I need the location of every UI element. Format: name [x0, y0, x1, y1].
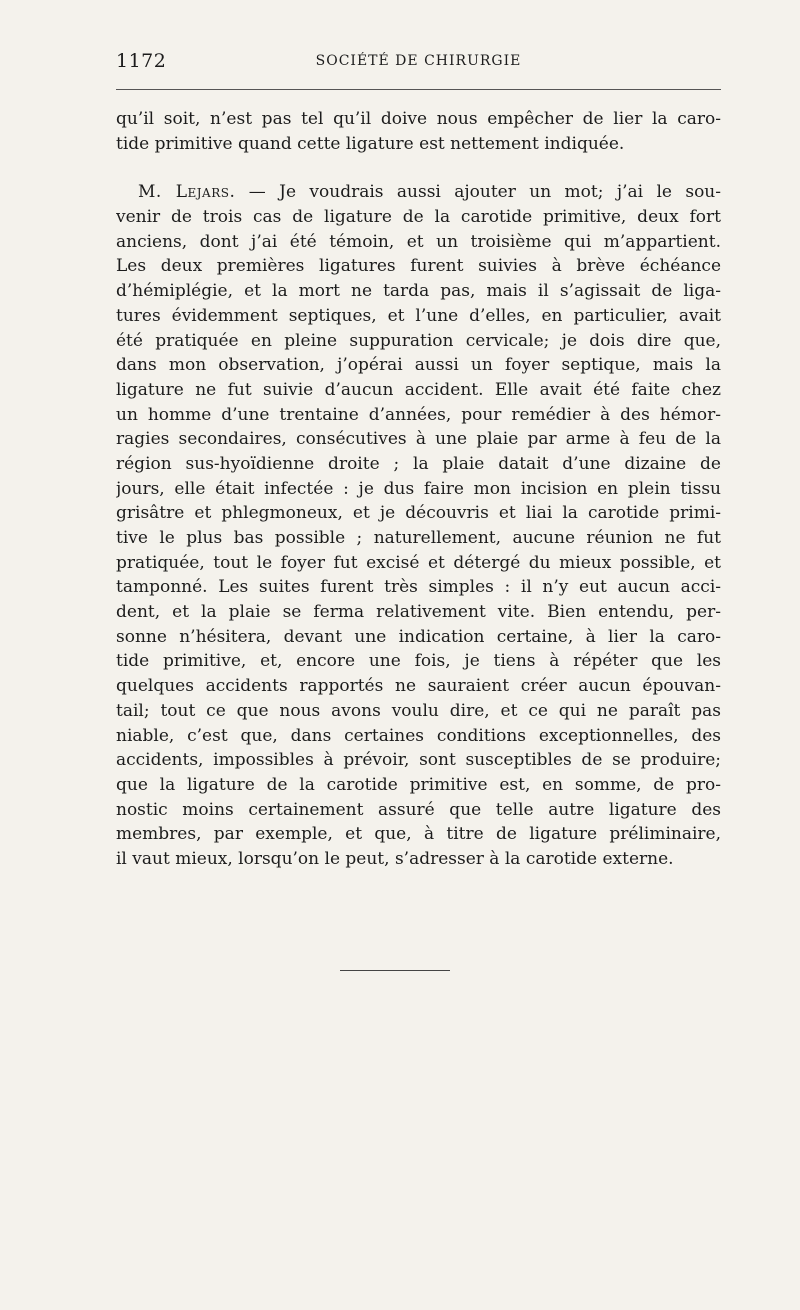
first-line-text: — Je voudrais aussi ajouter un mot; j’ai le sou- [235, 182, 721, 203]
text-line: pratiquée, tout le foyer fut excisé et détergé du mieux possible, et [116, 552, 721, 573]
text-line: sonne n’hésitera, devant une indication certaine, à lier la caro- [116, 626, 721, 647]
text-line: il vaut mieux, lorsqu’on le peut, s’adresser à la carotide externe. [116, 848, 674, 869]
page-number: 1172 [116, 50, 167, 72]
text-line: un homme d’une trentaine d’années, pour remédier à des hémor- [116, 404, 721, 425]
text-line: dent, et la plaie se ferma relativement vite. Bien entendu, per- [116, 602, 721, 623]
text-line: accidents, impossibles à prévoir, sont susceptibles de se produire; [116, 750, 721, 771]
text-line: tamponné. Les suites furent très simples : il n’y eut aucun acci- [116, 577, 721, 598]
text-line: membres, par exemple, et que, à titre de ligature préliminaire, [116, 824, 721, 845]
speaker-name: M. Lejars. [138, 182, 236, 203]
text-line: ragies secondaires, consécutives à une plaie par arme à feu de la [116, 429, 721, 450]
text-line: nostic moins certainement assuré que telle autre ligature des [116, 799, 721, 820]
text-line: tide primitive quand cette ligature est nettement indiquée. [116, 133, 625, 154]
text-line: anciens, dont j’ai été témoin, et un troisième qui m’appartient. [116, 231, 721, 252]
text-line: d’hémiplégie, et la mort ne tarda pas, mais il s’agissait de liga- [116, 281, 721, 302]
text-line: région sus-hyoïdienne droite ; la plaie datait d’une dizaine de [116, 453, 721, 474]
running-header [116, 50, 721, 74]
text-line: dans mon observation, j’opérai aussi un foyer septique, mais la [116, 355, 721, 376]
text-line: que la ligature de la carotide primitive est, en somme, de pro- [116, 774, 721, 795]
text-line: tide primitive, et, encore une fois, je tiens à répéter que les [116, 651, 721, 672]
text-line: tail; tout ce que nous avons voulu dire, et ce qui ne paraît pas [116, 700, 721, 721]
header-rule [116, 89, 721, 90]
text-line: été pratiquée en pleine suppuration cervicale; je dois dire que, [116, 330, 721, 351]
paragraph-gap [116, 156, 721, 180]
text-line: qu’il soit, n’est pas tel qu’il doive nous empêcher de lier la caro- [116, 109, 721, 129]
text-line [116, 180, 721, 205]
text-line: venir de trois cas de ligature de la carotide primitive, deux fort [116, 207, 721, 228]
text-line: ligature ne fut suivie d’aucun accident. Elle avait été faite chez [116, 379, 721, 400]
text-line: niable, c’est que, dans certaines conditions exceptionnelles, des [116, 725, 721, 746]
paragraph-2 [116, 180, 721, 871]
text-line: jours, elle était infectée : je dus faire mon incision en plein tissu [116, 478, 721, 499]
text-line: Les deux premières ligatures furent suivies à brève échéance [116, 256, 721, 277]
text-line: tive le plus bas possible ; naturellement, aucune réunion ne fut [116, 528, 721, 548]
running-title: SOCIÉTÉ DE CHIRURGIE [315, 53, 522, 69]
text-line: quelques accidents rapportés ne sauraient créer aucun épouvan- [116, 676, 721, 697]
text-line: tures évidemment septiques, et l’une d’elles, en particulier, avait [116, 305, 721, 326]
paragraph-1 [116, 107, 721, 156]
end-rule [340, 970, 450, 971]
text-line: grisâtre et phlegmoneux, et je découvris et liai la carotide primi- [116, 503, 721, 524]
body-text [116, 107, 721, 872]
